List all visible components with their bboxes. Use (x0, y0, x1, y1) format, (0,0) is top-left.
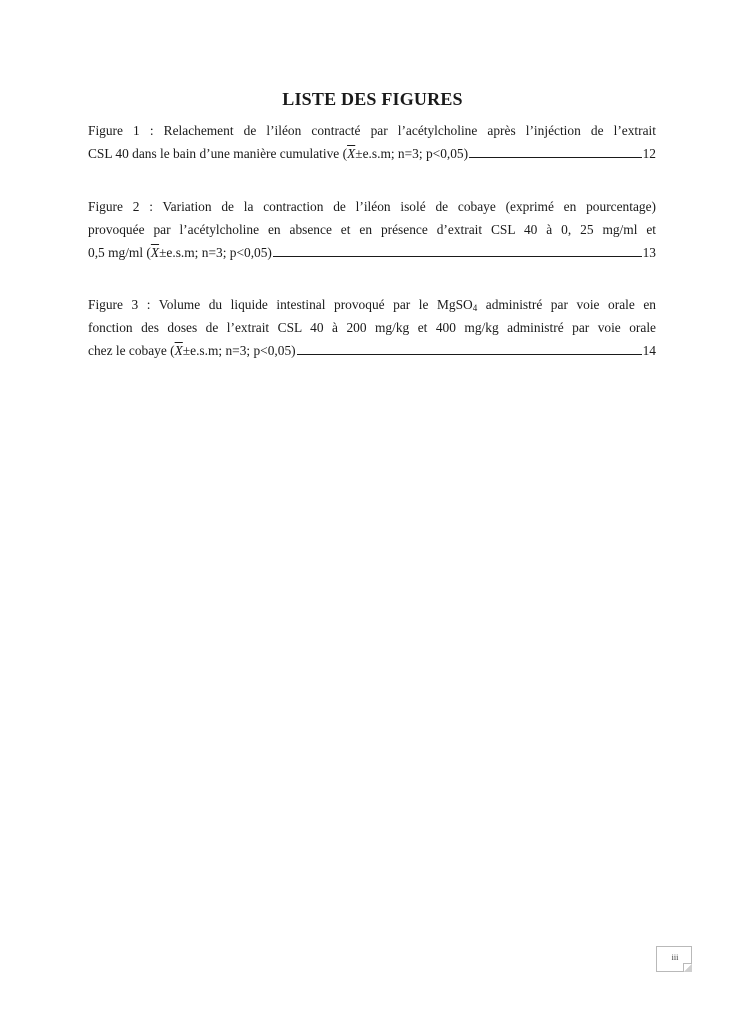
figure-entry-2[interactable] (88, 195, 656, 264)
figure-1-stat: ±e.s.m; n=3; p<0,05) (355, 146, 469, 161)
figure-1-line-1: Figure 1 : Relachement de l’iléon contracté par l’acétylcholine après l’injéction de l’extrait (88, 123, 656, 138)
figure-1-text: CSL 40 dans le bain d’une manière cumulative ( (88, 146, 348, 161)
figure-2-text: 0,5 mg/ml ( (88, 245, 151, 260)
mean-symbol: $\overline{X}$ (347, 146, 356, 161)
figure-2-line-3 (88, 241, 656, 264)
figure-1-line-2 (88, 142, 656, 165)
mean-symbol: $\overline{X}$ (150, 245, 160, 260)
page-title: LISTE DES FIGURES (282, 89, 463, 109)
figure-2-page-number: 13 (642, 245, 656, 260)
figure-3-line-3 (88, 339, 656, 362)
dot-leader (469, 156, 642, 158)
figure-3-text-after: administré par voie orale en (477, 297, 656, 312)
figure-3-stat: ±e.s.m; n=3; p<0,05) (182, 343, 296, 358)
figure-3-page-number: 14 (642, 343, 656, 358)
figure-3-text-before: Figure 3 : Volume du liquide intestinal provoqué par le MgSO (88, 297, 473, 312)
page-fold-icon (683, 963, 692, 972)
page-number: iii (671, 953, 679, 962)
dot-leader (297, 353, 642, 355)
figure-1-page-number: 12 (642, 146, 656, 161)
figure-2-line-2: provoquée par l’acétylcholine en absence et en présence d’extrait CSL 40 à 0, 25 mg/ml et (88, 222, 656, 237)
figure-2-line-1: Figure 2 : Variation de la contraction de l’iléon isolé de cobaye (exprimé en pourcentage) (88, 199, 656, 214)
figure-3-line-1 (88, 293, 656, 316)
figure-entry-3[interactable] (88, 293, 656, 362)
figure-3-text: chez le cobaye ( (88, 343, 175, 358)
subscript: 4 (472, 303, 478, 313)
figure-entry-1[interactable] (88, 119, 656, 165)
figure-2-stat: ±e.s.m; n=3; p<0,05) (159, 245, 272, 260)
figure-3-line-2: fonction des doses de l’extrait CSL 40 à 200 mg/kg et 400 mg/kg administré par voie orale (88, 320, 656, 335)
mean-symbol: $\overline{X}$ (174, 343, 183, 358)
page-number-badge (656, 946, 692, 972)
dot-leader (273, 255, 642, 257)
